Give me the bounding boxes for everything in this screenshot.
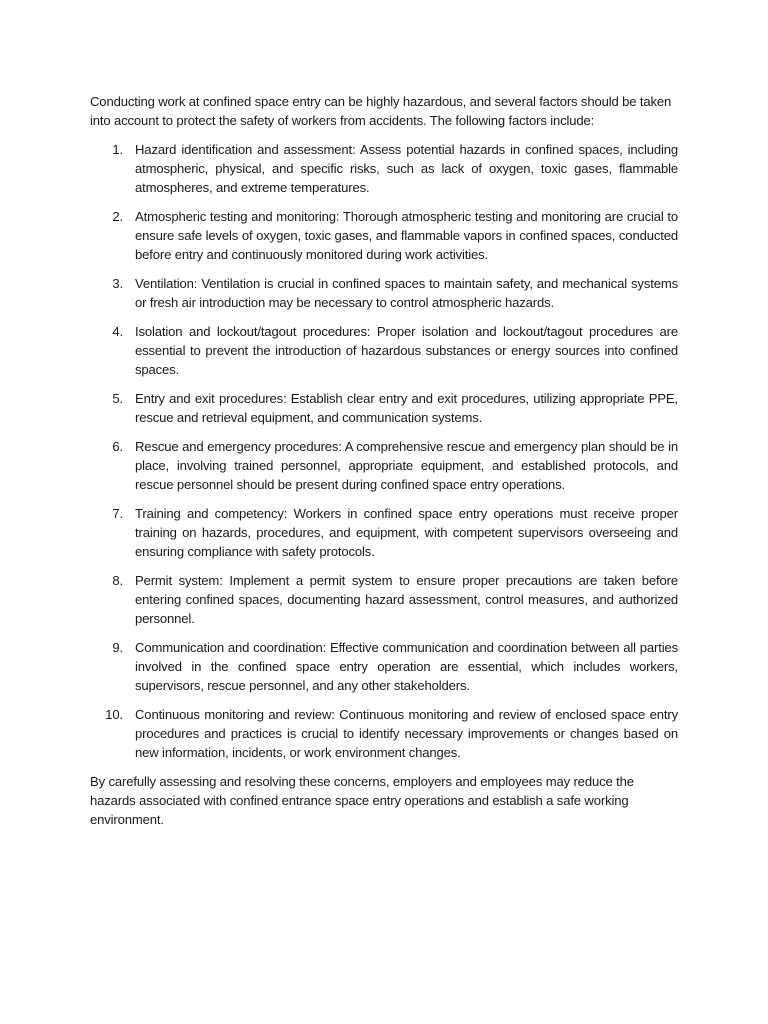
factor-number: 7. (112, 506, 123, 521)
factor-text: Entry and exit procedures: Establish clear entry and exit procedures, utilizing appropriate PPE, rescue and retrieval equipment, and communication systems. (135, 391, 678, 425)
factor-item-9 (90, 638, 678, 695)
factor-number: 1. (112, 142, 123, 157)
factor-number: 3. (112, 276, 123, 291)
factor-text: Hazard identification and assessment: Assess potential hazards in confined spaces, including atmospheric, physical, and specific risks, such as lack of oxygen, toxic gases, flammable atmospheres, and extreme temperatures. (135, 142, 678, 195)
document-page (90, 92, 678, 829)
factor-item-1 (90, 140, 678, 197)
factor-text: Training and competency: Workers in confined space entry operations must receive proper training on hazards, procedures, and equipment, with competent supervisors overseeing and ensuring compliance with safety protocols. (135, 506, 678, 559)
factor-number: 6. (112, 439, 123, 454)
factor-number: 2. (112, 209, 123, 224)
factor-text: Isolation and lockout/tagout procedures: Proper isolation and lockout/tagout procedures are essential to prevent the introduction of hazardous substances or energy sources into confined spaces. (135, 324, 678, 377)
factor-item-8 (90, 571, 678, 628)
factor-number: 9. (112, 640, 123, 655)
factor-number: 10. (105, 707, 123, 722)
factor-number: 5. (112, 391, 123, 406)
factor-item-2 (90, 207, 678, 264)
factor-text: Atmospheric testing and monitoring: Thorough atmospheric testing and monitoring are crucial to ensure safe levels of oxygen, toxic gases, and flammable vapors in confined spaces, conducted before entry and continuously monitored during work activities. (135, 209, 678, 262)
factors-list (90, 140, 678, 762)
factor-item-6 (90, 437, 678, 494)
factor-number: 4. (112, 324, 123, 339)
factor-item-10 (90, 705, 678, 762)
factor-item-7 (90, 504, 678, 561)
factor-number: 8. (112, 573, 123, 588)
factor-text: Continuous monitoring and review: Continuous monitoring and review of enclosed space entry procedures and practices is crucial to identify necessary improvements or changes based on new information, incidents, or work environment changes. (135, 707, 678, 760)
factor-item-5 (90, 389, 678, 427)
factor-text: Rescue and emergency procedures: A comprehensive rescue and emergency plan should be in place, involving trained personnel, appropriate equipment, and established protocols, and rescue personnel should be present during confined space entry operations. (135, 439, 678, 492)
factor-text: Permit system: Implement a permit system to ensure proper precautions are taken before entering confined spaces, documenting hazard assessment, control measures, and authorized personnel. (135, 573, 678, 626)
factor-text: Communication and coordination: Effective communication and coordination between all parties involved in the confined space entry operation are essential, which includes workers, supervisors, rescue personnel, and any other stakeholders. (135, 640, 678, 693)
factor-item-3 (90, 274, 678, 312)
factor-item-4 (90, 322, 678, 379)
closing-paragraph: By carefully assessing and resolving these concerns, employers and employees may reduce the hazards associated with confined entrance space entry operations and establish a safe working environment. (90, 774, 634, 827)
factor-text: Ventilation: Ventilation is crucial in confined spaces to maintain safety, and mechanical systems or fresh air introduction may be necessary to control atmospheric hazards. (135, 276, 678, 310)
intro-paragraph: Conducting work at confined space entry can be highly hazardous, and several factors should be taken into account to protect the safety of workers from accidents. The following factors include: (90, 94, 672, 128)
